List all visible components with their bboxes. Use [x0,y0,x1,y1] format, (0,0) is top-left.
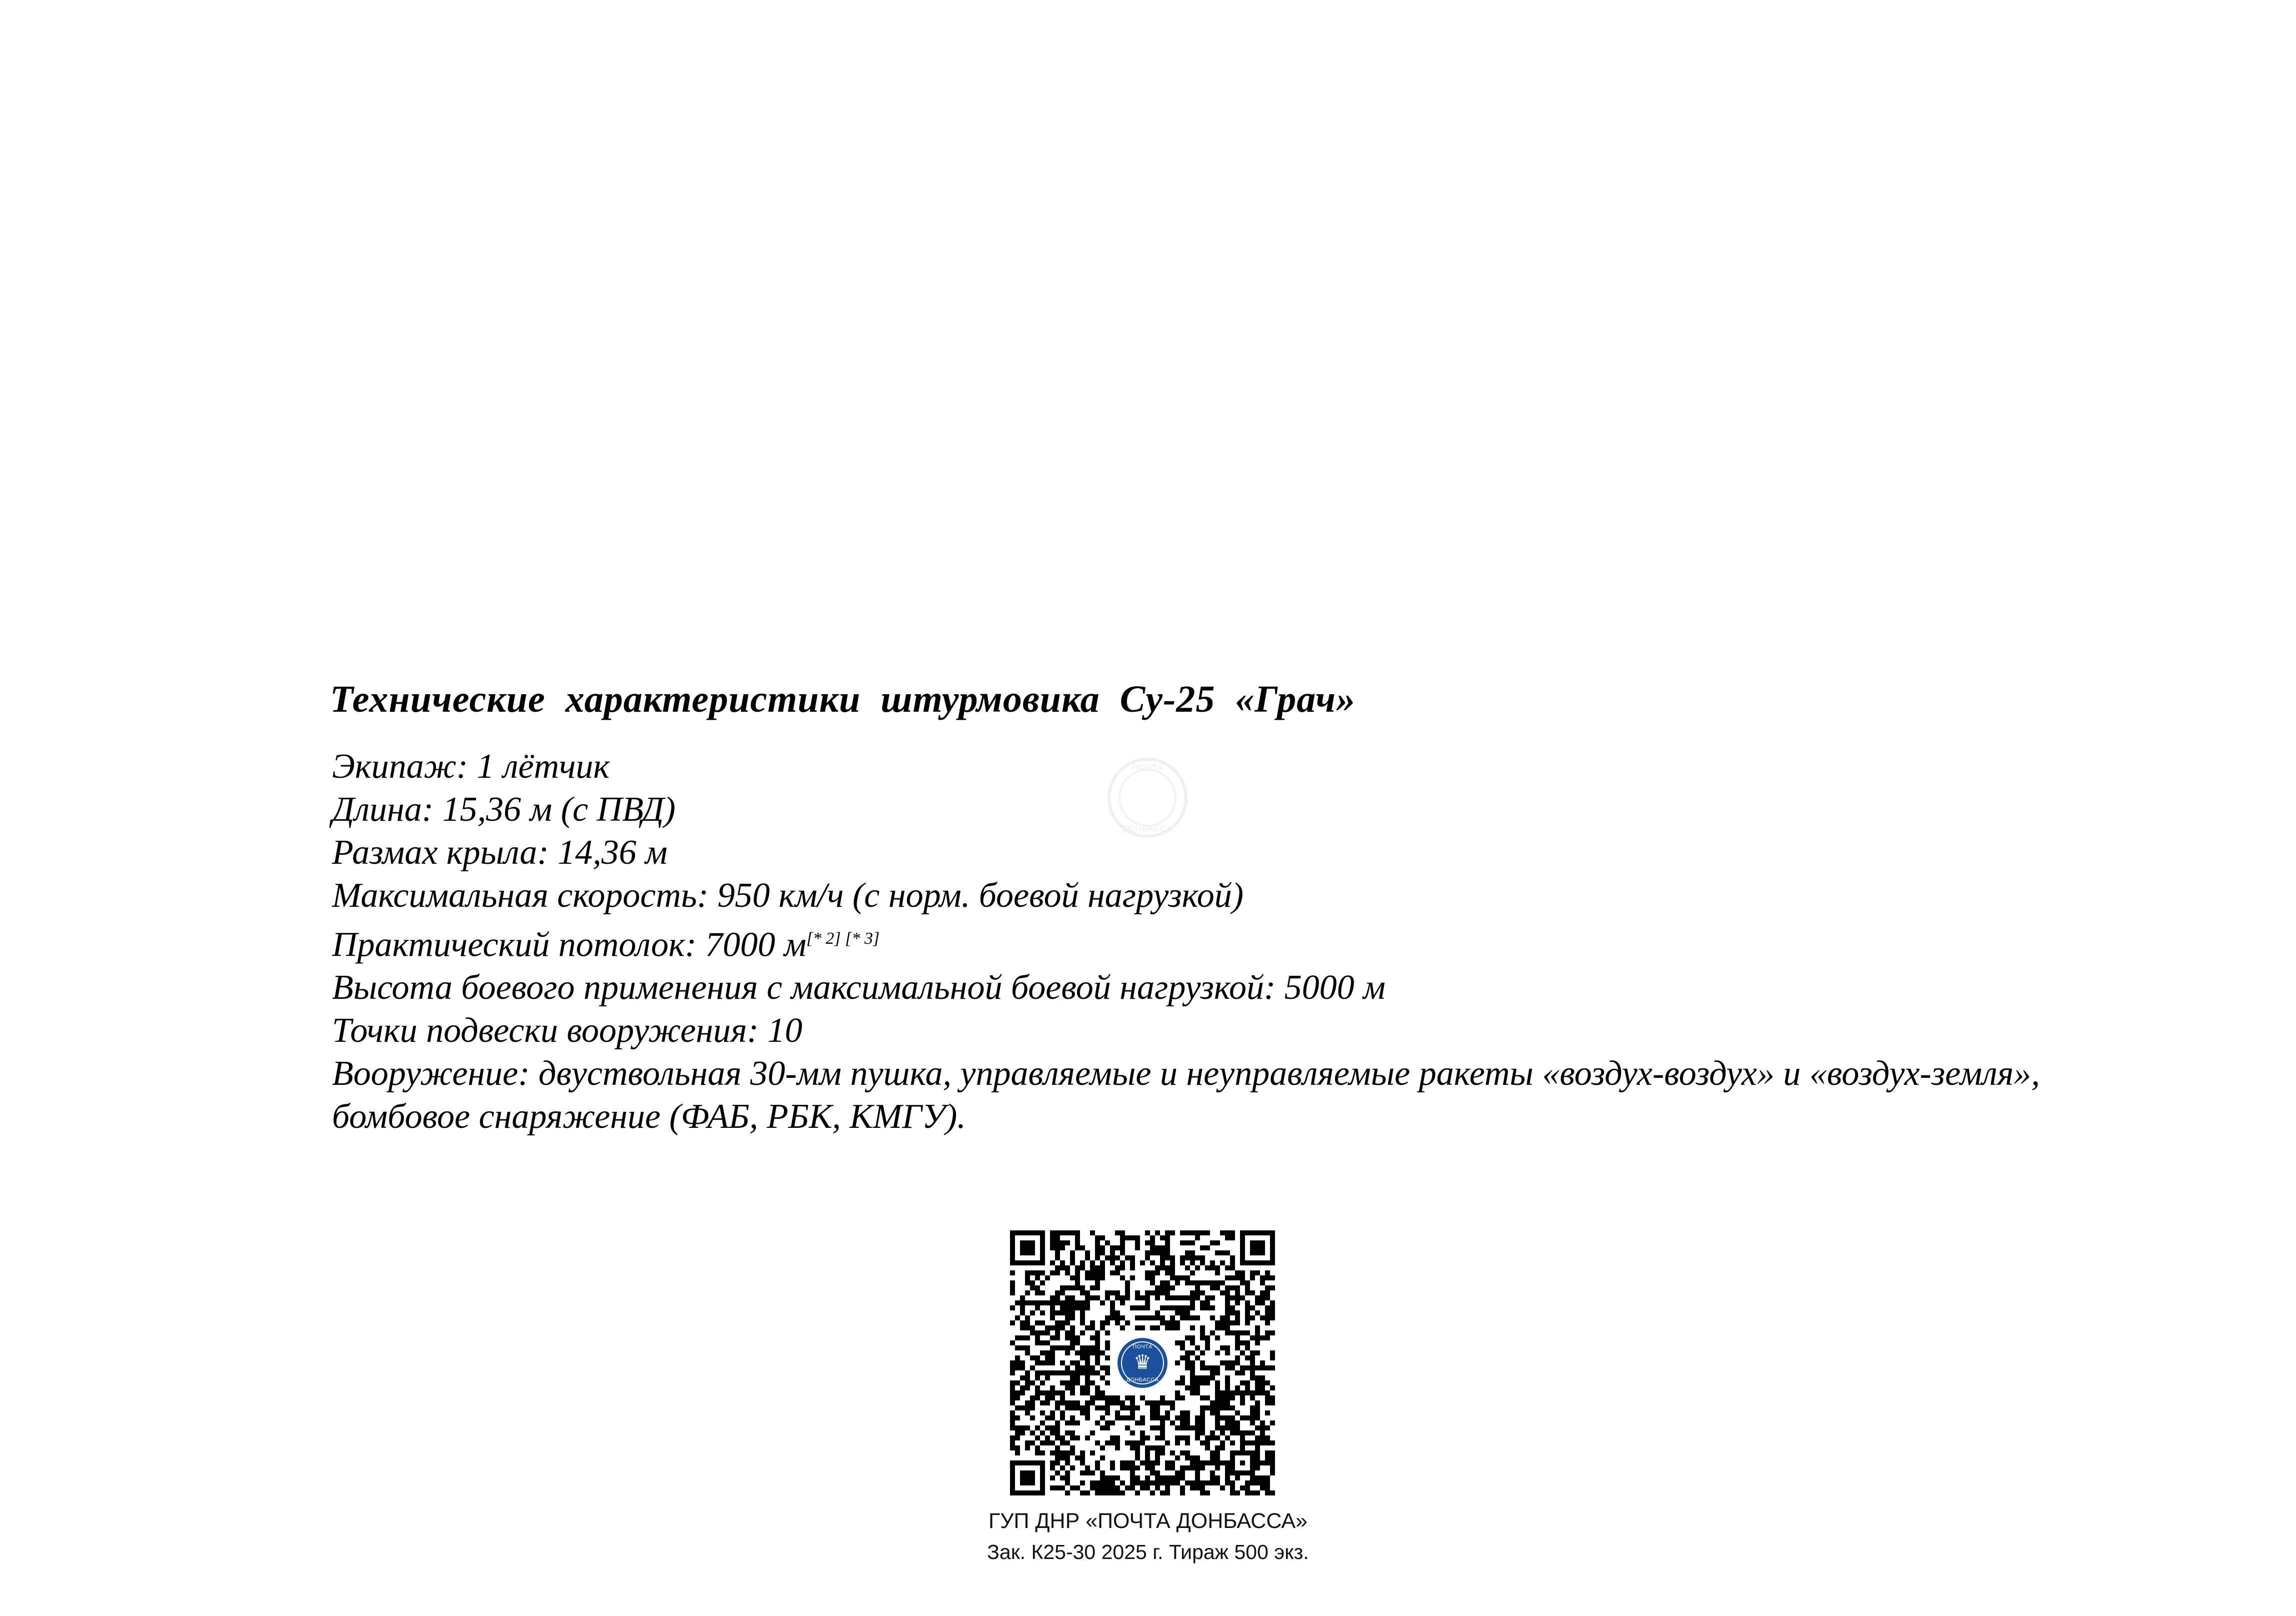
spec-length: Длина: 15,36 м (с ПВД) [332,790,676,829]
spec-ceiling-refs: [* 2] [* 3] [806,929,880,948]
spec-hardpoints: Точки подвески вооружения: 10 [332,1011,802,1050]
footer-publisher: ГУП ДНР «ПОЧТА ДОНБАССА» [988,1509,1308,1533]
spec-ceiling-text: Практический потолок: 7000 м [332,925,806,964]
spec-armament: Вооружение: двуствольная 30-мм пушка, управляемые и неуправляемые ракеты «воздух-воздух» и «воздух-земля», бомбовое снаряжение (ФАБ, РБК, КМГУ). [332,1054,2049,1136]
watermark-text-bottom: ДОНБАССА [1122,824,1174,833]
watermark-text-top: ПОЧТА [1132,763,1164,772]
specifications-list [332,745,2112,1138]
footer [0,1505,2296,1567]
spec-wingspan: Размах крыла: 14,36 м [332,833,668,872]
qr-center-logo [1114,1334,1172,1392]
spec-ceiling [332,917,2112,966]
qr-code[interactable] [1010,1230,1275,1495]
page-title: Технические характеристики штурмовика Су-25 «Грач» [330,678,1356,720]
footer-imprint: Зак. К25-30 2025 г. Тираж 500 экз. [987,1540,1309,1563]
emblem-text-bottom: ДОНБАССА [1126,1377,1159,1383]
eagle-icon: ♛ [1134,1351,1152,1373]
postal-emblem-icon [1118,1338,1168,1388]
spec-max-speed: Максимальная скорость: 950 км/ч (с норм. боевой нагрузкой) [332,876,1244,915]
spec-crew: Экипаж: 1 лётчик [332,747,610,786]
spec-combat-altitude: Высота боевого применения с максимальной боевой нагрузкой: 5000 м [332,968,1386,1007]
emblem-text-top: ПОЧТА [1132,1344,1152,1350]
